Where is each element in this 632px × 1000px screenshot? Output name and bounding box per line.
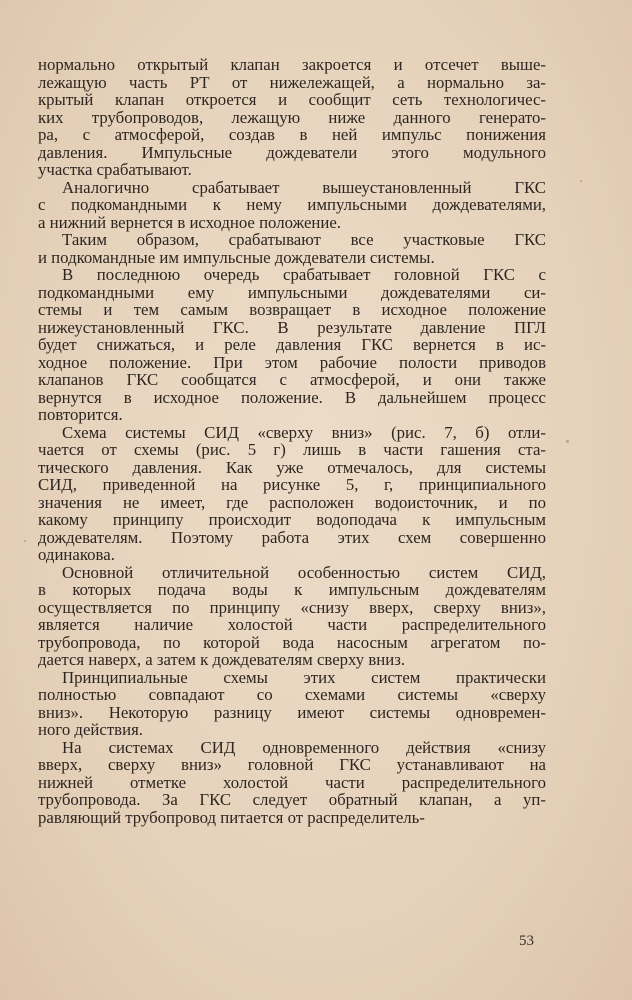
text-line: повторится. [38,405,123,424]
text-line: подкомандными ему импульсными дождевателями си- [38,282,546,302]
text-line: будет снижаться, и реле давления ГКС вернется в ис- [38,335,546,354]
text-line: вверх, сверху вниз» головной ГКС устанавливают на [38,755,546,774]
paper-speck [566,440,569,443]
text-line: является наличие холостой части распределительного [38,615,546,634]
text-line: тического давления. Как уже отмечалось, для системы [38,457,546,477]
text-line: Схема системы СИД «сверху вниз» (рис. 7, б) отли- [62,422,546,442]
text-line: нормально открытый клапан закроется и отсечет выше- [38,55,546,74]
text-line: стемы и тем самым возвращает в исходное положение [38,300,546,319]
text-line: а нижний вернется в исходное положение. [38,212,341,232]
text-line: в которых подача воды к импульсным дождевателям [38,580,546,599]
text-line: Аналогично срабатывает вышеустановленный ГКС [62,177,546,197]
text-line: ра, с атмосферой, создав в ней импульс понижения [38,125,546,144]
text-line: крытый клапан откроется и сообщит сеть технологичес- [38,90,546,109]
paragraph [38,266,546,424]
text-line: трубопровода, по которой вода насосным агрегатом по- [38,632,546,652]
text-line: вернутся в исходное положение. В дальнейшем процесс [38,387,546,407]
text-line: дождевателям. Поэтому работа этих схем совершенно [38,527,546,547]
text-line: СИД, приведенной на рисунке 5, г, принципиального [38,475,546,494]
text-line: чается от схемы (рис. 5 г) лишь в части гашения ста- [38,440,546,459]
paper-speck [24,540,26,542]
text-line: и подкомандные им импульсные дождеватели системы. [38,247,435,267]
text-line: ких трубопроводов, лежащую ниже данного генерато- [38,107,546,127]
text-line: клапанов ГКС сообщатся с атмосферой, и они также [38,370,546,389]
text-line: дается наверх, а затем к дождевателям сверху вниз. [38,650,406,669]
text-line: нижней отметке холостой части распределительного [38,772,546,792]
paragraph [38,564,546,669]
paragraph [38,739,546,827]
paragraph [38,669,546,739]
paragraph [38,179,546,232]
paragraph [38,56,546,179]
text-line: вниз». Некоторую разницу имеют системы одновремен- [38,702,546,722]
text-line: осуществляется по принципу «снизу вверх, сверху вниз», [38,597,546,617]
paragraph [38,231,546,266]
page-number: 53 [519,933,534,949]
text-line: В последнюю очередь срабатывает головной ГКС с [62,265,546,284]
text-line: Таким образом, срабатывают все участковые ГКС [62,230,546,249]
text-line: трубопровода. За ГКС следует обратный клапан, а уп- [38,790,546,809]
text-line: давления. Импульсные дождеватели этого модульного [38,142,546,162]
text-line: какому принципу происходит водоподача к импульсным [38,510,546,529]
text-line: одинакова. [38,545,115,564]
text-line: с подкомандными к нему импульсными дождевателями, [38,195,546,214]
paper-speck [580,180,582,182]
text-line: ходное положение. При этом рабочие полости приводов [38,352,546,372]
text-line: равляющий трубопровод питается от распределитель- [38,807,425,827]
body-text [38,56,546,826]
text-line: полностью совпадают со схемами системы «сверху [38,685,546,704]
text-line: На системах СИД одновременного действия «снизу [62,737,546,757]
text-line: лежащую часть РТ от нижележащей, а нормально за- [38,72,546,92]
text-line: нижеустановленный ГКС. В результате давление ПГЛ [38,317,546,337]
text-line: Принципиальные схемы этих систем практически [62,667,546,687]
paragraph [38,424,546,564]
text-line: ного действия. [38,720,143,739]
text-line: Основной отличительной особенностью систем СИД, [62,562,546,582]
text-line: участка срабатывают. [38,160,192,179]
text-line: значения не имеет, где расположен водоисточник, и по [38,492,546,512]
